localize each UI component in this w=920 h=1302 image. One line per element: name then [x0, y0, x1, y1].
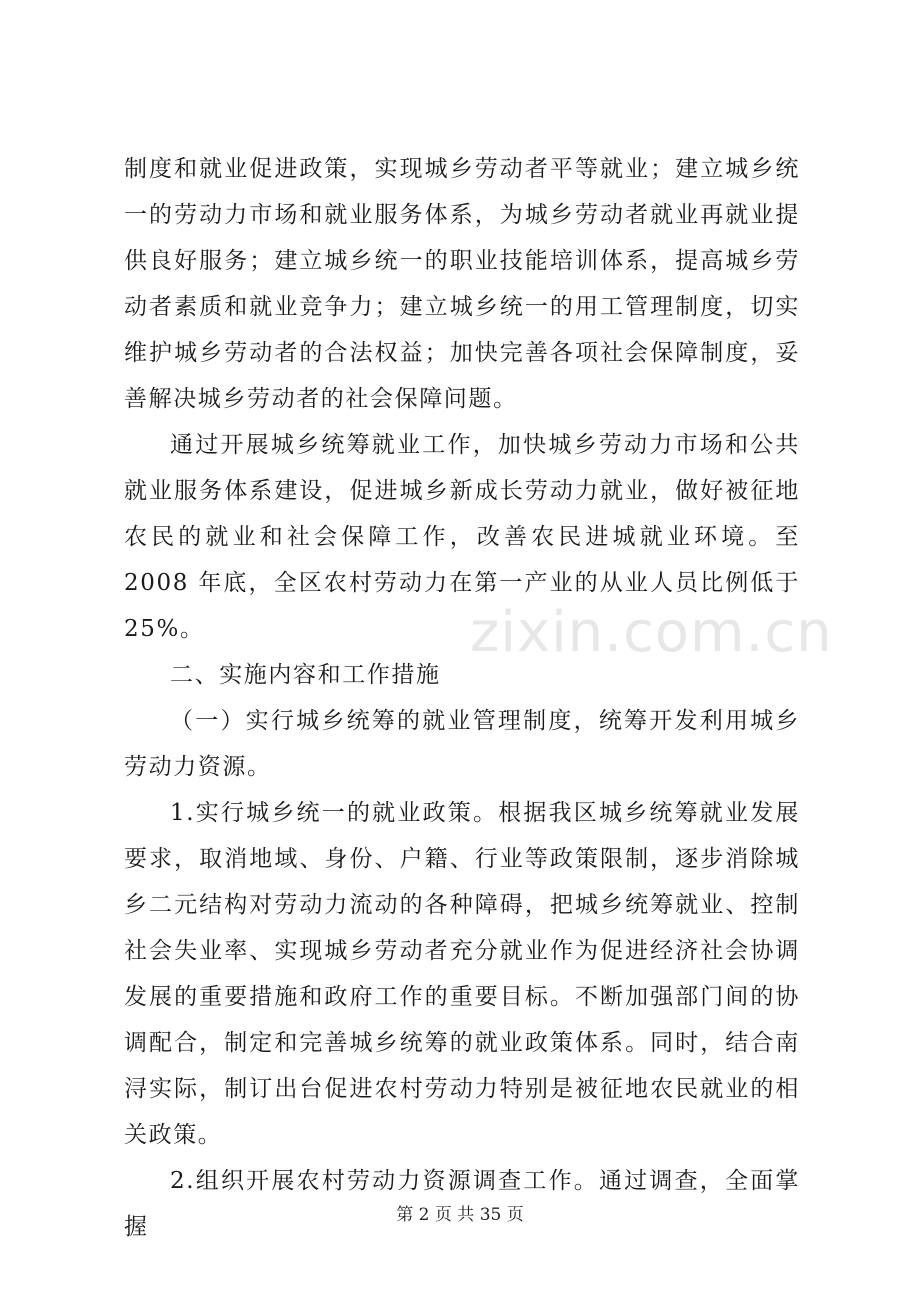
subsection-heading: （一）实行城乡统筹的就业管理制度，统筹开发利用城乡劳动力资源。 — [124, 708, 800, 780]
paragraph-item-2: 2.组织开展农村劳动力资源调查工作。通过调查，全面掌握 — [124, 1168, 800, 1240]
paragraph-item-1: 1.实行城乡统一的就业政策。根据我区城乡统筹就业发展要求，取消地域、身份、户籍、行业等政策限制，逐步消除城乡二元结构对劳动力流动的各种障碍，把城乡统筹就业、控制社会失业率、实现城乡劳动者充分就业作为促进经济社会协调发展的重要措施和政府工作的重要目标。不断加强部门间的协调配合，制定和完善城乡统筹的就业政策体系。同时，结合南浔实际，制订出台促进农村劳动力特别是被征地农民就业的相关政策。 — [124, 800, 800, 1148]
section-heading: 二、实施内容和工作措施 — [170, 662, 441, 688]
page-number-footer: 第 2 页 共 35 页 — [396, 1205, 524, 1225]
document-body — [124, 146, 800, 1250]
watermark: zixin.com.cn — [470, 600, 833, 665]
paragraph-2: 通过开展城乡统筹就业工作，加快城乡劳动力市场和公共就业服务体系建设，促进城乡新成长劳动力就业，做好被征地农民的就业和社会保障工作，改善农民进城就业环境。至 2008 年底，全区农村劳动力在第一产业的从业人员比例低于 25%。 — [124, 432, 800, 642]
paragraph-1: 制度和就业促进政策，实现城乡劳动者平等就业；建立城乡统一的劳动力市场和就业服务体系，为城乡劳动者就业再就业提供良好服务；建立城乡统一的职业技能培训体系，提高城乡劳动者素质和就业竞争力；建立城乡统一的用工管理制度，切实维护城乡劳动者的合法权益；加快完善各项社会保障制度，妥善解决城乡劳动者的社会保障问题。 — [124, 156, 800, 412]
